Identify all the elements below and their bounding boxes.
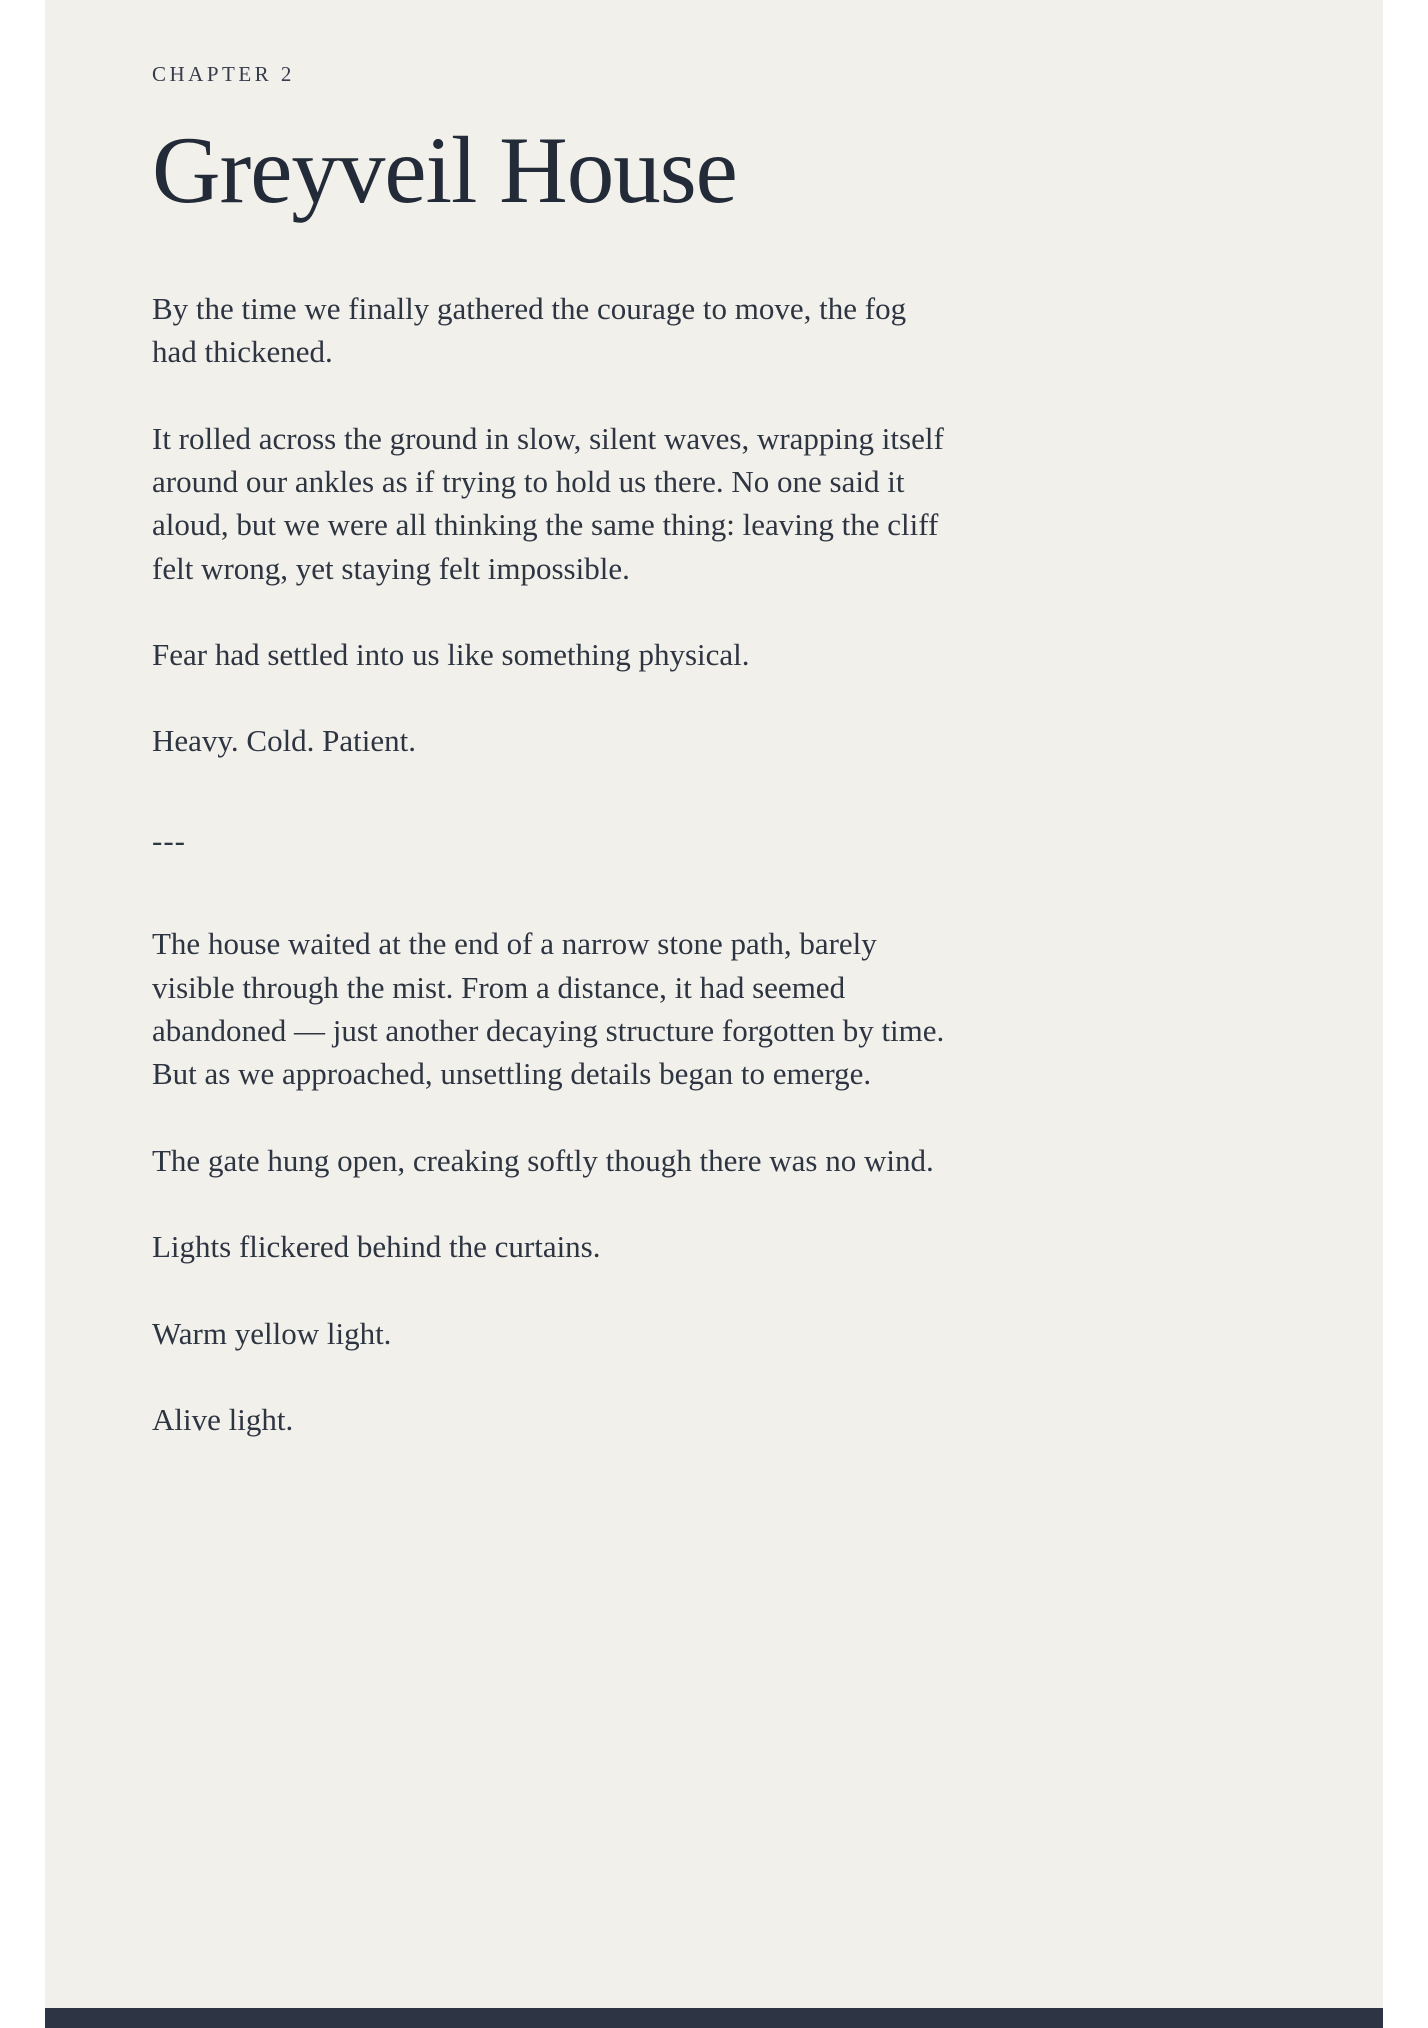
paragraph: Fear had settled into us like something physical. bbox=[152, 637, 750, 673]
paragraph: Heavy. Cold. Patient. bbox=[152, 723, 417, 759]
paragraph: By the time we finally gathered the courage to move, the fog had thickened. bbox=[152, 290, 907, 370]
paragraph: The gate hung open, creaking softly though there was no wind. bbox=[152, 1142, 934, 1178]
chapter-label: CHAPTER 2 bbox=[152, 62, 295, 86]
page-title: Greyveil House bbox=[152, 117, 737, 223]
section-divider: --- bbox=[152, 822, 186, 858]
body-copy bbox=[152, 287, 952, 1442]
page-content bbox=[45, 0, 1045, 1441]
paragraph: Warm yellow light. bbox=[152, 1315, 392, 1351]
paragraph: Lights flickered behind the curtains. bbox=[152, 1229, 601, 1265]
paragraph: Alive light. bbox=[152, 1402, 294, 1437]
book-page bbox=[45, 0, 1383, 2028]
paragraph: It rolled across the ground in slow, silent waves, wrapping itself around our ankles as if trying to hold us there. No one said it aloud, but we were all thinking the same thing: leaving the cliff felt wrong, yet staying felt impossible. bbox=[152, 420, 944, 586]
footer-bar bbox=[45, 2008, 1383, 2028]
paragraph: The house waited at the end of a narrow stone path, barely visible through the mist. From a distance, it had seemed abandoned — just another decaying structure forgotten by time. But as we approached, unsettling details began to emerge. bbox=[152, 926, 945, 1092]
